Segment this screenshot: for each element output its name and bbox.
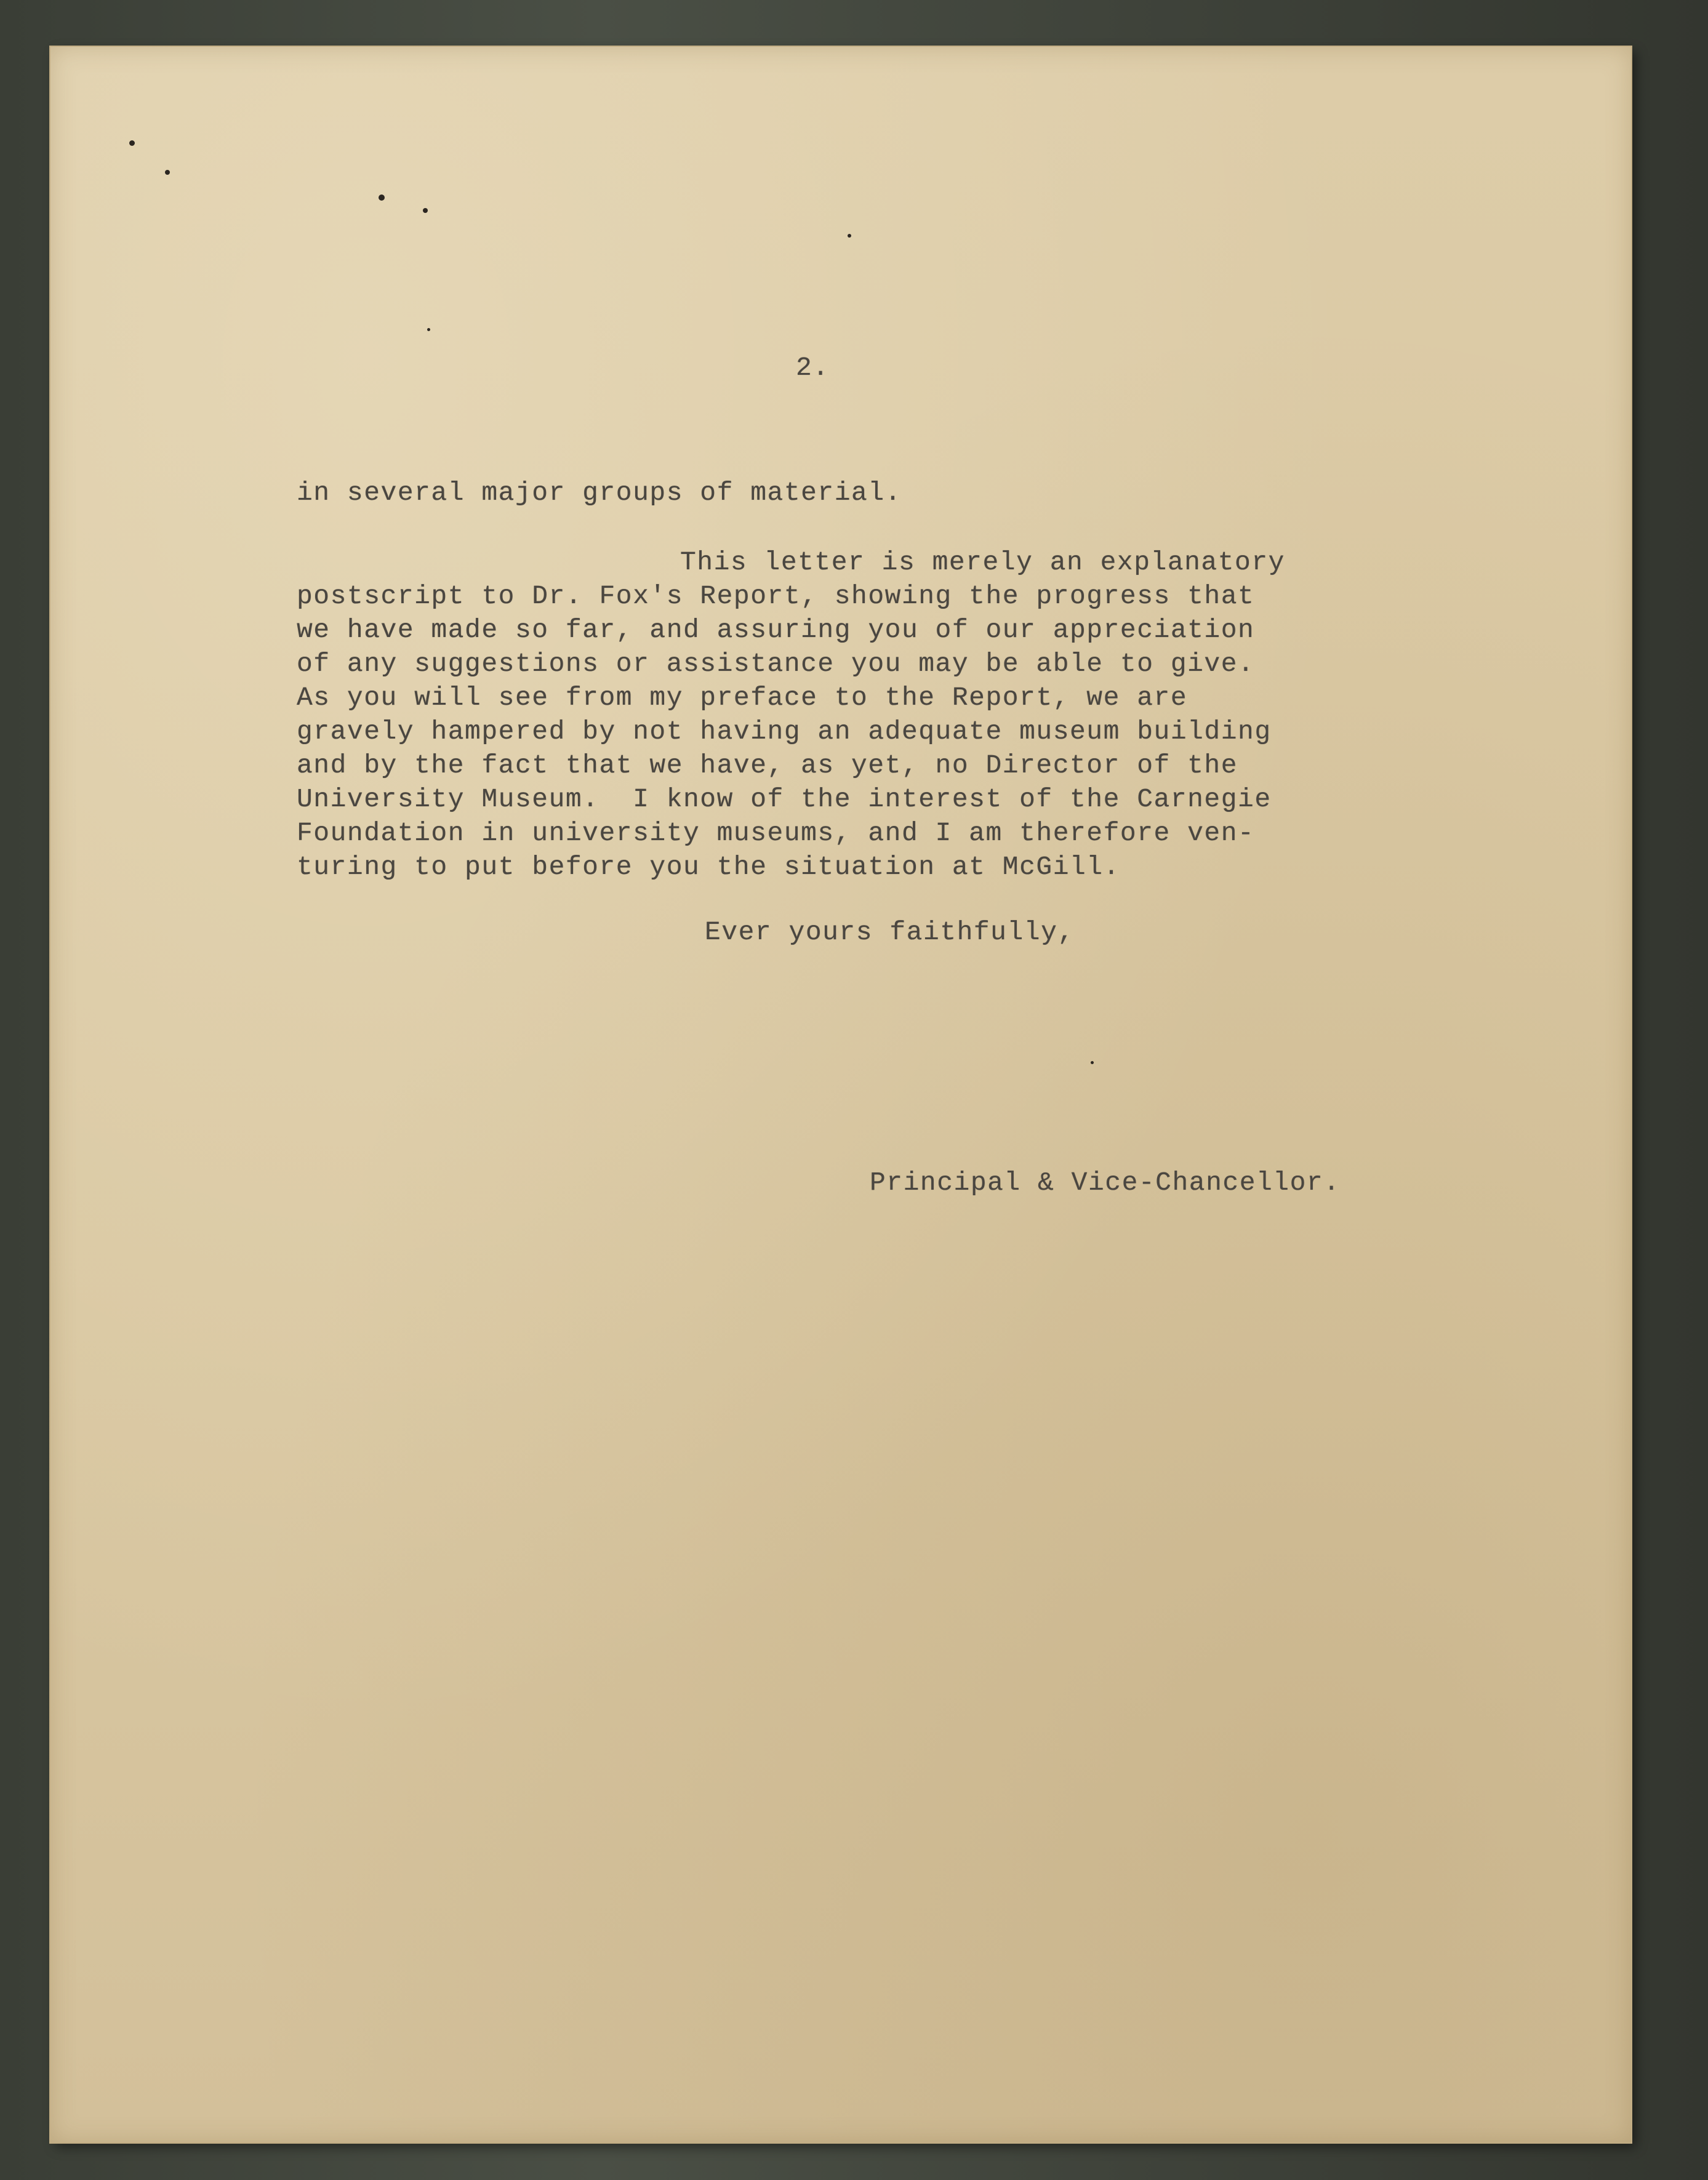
body-line: and by the fact that we have, as yet, no Director of the [297,750,1238,780]
body-line: we have made so far, and assuring you of our appreciation [297,615,1255,645]
ink-speck [427,328,430,331]
body-line: University Museum. I know of the interest of the Carnegie [297,784,1272,814]
body-line: gravely hampered by not having an adequate museum building [297,716,1272,747]
ink-speck [129,140,135,146]
body-line: of any suggestions or assistance you may be able to give. [297,649,1255,679]
page-number: 2. [796,353,830,383]
signature-title: Principal & Vice-Chancellor. [870,1168,1341,1198]
body-line: Foundation in university museums, and I am therefore ven- [297,818,1255,848]
body-line: As you will see from my preface to the Report, we are [297,683,1188,713]
letter-body [297,476,1478,884]
body-line: in several major groups of material. [297,478,902,508]
ink-speck [379,194,385,201]
body-line: postscript to Dr. Fox's Report, showing the progress that [297,581,1255,611]
body-line: turing to put before you the situation at McGill. [297,852,1120,882]
closing-salutation: Ever yours faithfully, [705,917,1075,947]
body-line: This letter is merely an explanatory [680,547,1285,577]
ink-speck [1091,1061,1094,1064]
ink-speck [423,208,428,213]
ink-speck [848,234,851,238]
ink-speck [165,170,170,175]
